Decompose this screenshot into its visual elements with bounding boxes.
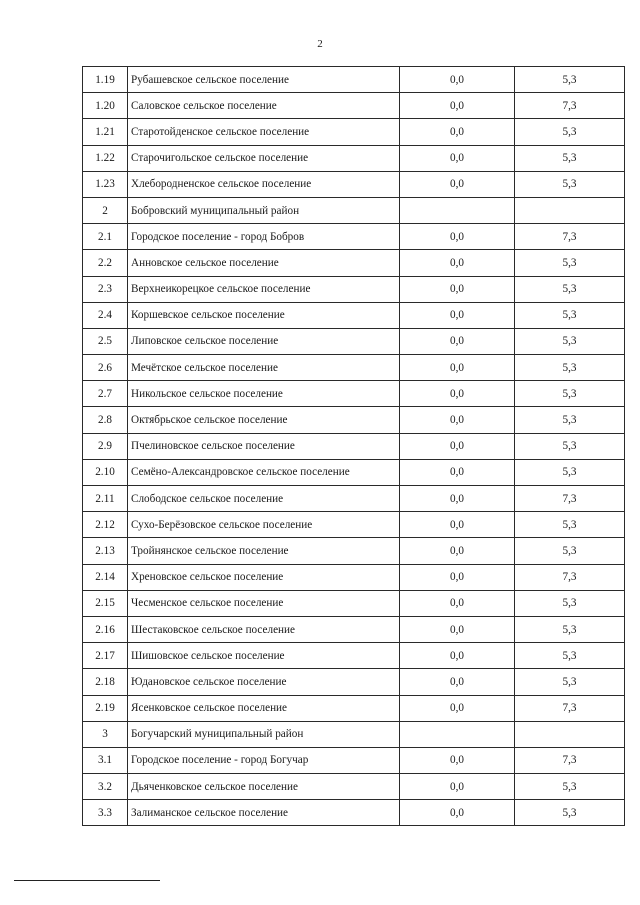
value-1-cell: 0,0: [400, 171, 515, 197]
value-1-cell: 0,0: [400, 119, 515, 145]
settlement-name-cell: Шишовское сельское поселение: [128, 643, 400, 669]
value-1-cell: 0,0: [400, 774, 515, 800]
value-2-cell: 5,3: [515, 276, 625, 302]
value-2-cell: 7,3: [515, 747, 625, 773]
value-2-cell: 5,3: [515, 643, 625, 669]
row-number-cell: 2.3: [83, 276, 128, 302]
row-number-cell: 2.1: [83, 224, 128, 250]
row-number-cell: 2.18: [83, 669, 128, 695]
value-2-cell: 7,3: [515, 93, 625, 119]
value-1-cell: [400, 197, 515, 223]
value-1-cell: 0,0: [400, 538, 515, 564]
row-number-cell: 1.21: [83, 119, 128, 145]
row-number-cell: 2.13: [83, 538, 128, 564]
settlement-name-cell: Пчелиновское сельское поселение: [128, 433, 400, 459]
value-1-cell: 0,0: [400, 224, 515, 250]
table-row: [83, 224, 625, 250]
settlement-name-cell: Дьяченковское сельское поселение: [128, 774, 400, 800]
table-row: [83, 250, 625, 276]
row-number-cell: 2.9: [83, 433, 128, 459]
value-2-cell: 5,3: [515, 119, 625, 145]
value-1-cell: 0,0: [400, 590, 515, 616]
settlement-name-cell: Ясенковское сельское поселение: [128, 695, 400, 721]
row-number-cell: 1.23: [83, 171, 128, 197]
row-number-cell: 1.19: [83, 67, 128, 93]
settlement-name-cell: Рубашевское сельское поселение: [128, 67, 400, 93]
settlement-name-cell: Старотойденское сельское поселение: [128, 119, 400, 145]
value-1-cell: 0,0: [400, 695, 515, 721]
row-number-cell: 2.16: [83, 616, 128, 642]
settlements-table: [82, 66, 625, 826]
value-2-cell: 5,3: [515, 145, 625, 171]
table-row: [83, 433, 625, 459]
value-1-cell: [400, 721, 515, 747]
row-number-cell: 2.14: [83, 564, 128, 590]
value-2-cell: 7,3: [515, 564, 625, 590]
row-number-cell: 3.1: [83, 747, 128, 773]
value-1-cell: 0,0: [400, 355, 515, 381]
settlement-name-cell: Семёно-Александровское сельское поселение: [128, 459, 400, 485]
table-row: [83, 800, 625, 826]
settlement-name-cell: Сухо-Берёзовское сельское поселение: [128, 512, 400, 538]
value-1-cell: 0,0: [400, 407, 515, 433]
value-1-cell: 0,0: [400, 433, 515, 459]
value-2-cell: 5,3: [515, 800, 625, 826]
value-1-cell: 0,0: [400, 669, 515, 695]
settlement-name-cell: Городское поселение - город Бобров: [128, 224, 400, 250]
value-1-cell: 0,0: [400, 381, 515, 407]
row-number-cell: 2.5: [83, 328, 128, 354]
settlement-name-cell: Шестаковское сельское поселение: [128, 616, 400, 642]
value-2-cell: 5,3: [515, 250, 625, 276]
row-number-cell: 2.8: [83, 407, 128, 433]
value-1-cell: 0,0: [400, 302, 515, 328]
settlement-name-cell: Мечётское сельское поселение: [128, 355, 400, 381]
row-number-cell: 2.17: [83, 643, 128, 669]
settlement-name-cell: Богучарский муниципальный район: [128, 721, 400, 747]
table-row: [83, 669, 625, 695]
settlement-name-cell: Тройнянское сельское поселение: [128, 538, 400, 564]
settlement-name-cell: Хреновское сельское поселение: [128, 564, 400, 590]
settlement-name-cell: Верхнеикорецкое сельское поселение: [128, 276, 400, 302]
row-number-cell: 2.10: [83, 459, 128, 485]
settlement-name-cell: Городское поселение - город Богучар: [128, 747, 400, 773]
value-1-cell: 0,0: [400, 250, 515, 276]
settlement-name-cell: Чесменское сельское поселение: [128, 590, 400, 616]
row-number-cell: 2.19: [83, 695, 128, 721]
settlement-name-cell: Хлебородненское сельское поселение: [128, 171, 400, 197]
table-row: [83, 381, 625, 407]
settlement-name-cell: Октябрьское сельское поселение: [128, 407, 400, 433]
value-2-cell: 7,3: [515, 224, 625, 250]
value-2-cell: 5,3: [515, 355, 625, 381]
value-2-cell: 5,3: [515, 616, 625, 642]
value-2-cell: [515, 721, 625, 747]
table-row: [83, 328, 625, 354]
value-2-cell: 5,3: [515, 381, 625, 407]
row-number-cell: 3: [83, 721, 128, 747]
settlement-name-cell: Коршевское сельское поселение: [128, 302, 400, 328]
page-number: 2: [317, 38, 323, 50]
value-2-cell: 7,3: [515, 486, 625, 512]
value-1-cell: 0,0: [400, 643, 515, 669]
table-row: [83, 538, 625, 564]
value-1-cell: 0,0: [400, 459, 515, 485]
value-2-cell: 5,3: [515, 433, 625, 459]
value-2-cell: 5,3: [515, 590, 625, 616]
row-number-cell: 2.7: [83, 381, 128, 407]
table-row: [83, 119, 625, 145]
value-1-cell: 0,0: [400, 93, 515, 119]
table-row: [83, 774, 625, 800]
table-row: [83, 93, 625, 119]
table-row: [83, 721, 625, 747]
table-row: [83, 67, 625, 93]
row-number-cell: 1.22: [83, 145, 128, 171]
table-row: [83, 512, 625, 538]
table-row: [83, 145, 625, 171]
value-2-cell: 5,3: [515, 774, 625, 800]
table-row: [83, 695, 625, 721]
value-1-cell: 0,0: [400, 276, 515, 302]
value-2-cell: 5,3: [515, 669, 625, 695]
value-1-cell: 0,0: [400, 800, 515, 826]
value-2-cell: 7,3: [515, 695, 625, 721]
value-2-cell: 5,3: [515, 407, 625, 433]
row-number-cell: 2.11: [83, 486, 128, 512]
row-number-cell: 3.2: [83, 774, 128, 800]
table-row: [83, 302, 625, 328]
table-row: [83, 197, 625, 223]
settlement-name-cell: Никольское сельское поселение: [128, 381, 400, 407]
settlement-name-cell: Саловское сельское поселение: [128, 93, 400, 119]
row-number-cell: 2.12: [83, 512, 128, 538]
value-1-cell: 0,0: [400, 67, 515, 93]
value-1-cell: 0,0: [400, 328, 515, 354]
value-1-cell: 0,0: [400, 512, 515, 538]
row-number-cell: 3.3: [83, 800, 128, 826]
value-2-cell: 5,3: [515, 538, 625, 564]
table-row: [83, 564, 625, 590]
settlement-name-cell: Анновское сельское поселение: [128, 250, 400, 276]
table-row: [83, 616, 625, 642]
value-1-cell: 0,0: [400, 145, 515, 171]
table-row: [83, 459, 625, 485]
table-body: [83, 67, 625, 826]
settlement-name-cell: Слободское сельское поселение: [128, 486, 400, 512]
settlement-name-cell: Залиманское сельское поселение: [128, 800, 400, 826]
settlement-name-cell: Бобровский муниципальный район: [128, 197, 400, 223]
value-2-cell: 5,3: [515, 171, 625, 197]
value-1-cell: 0,0: [400, 486, 515, 512]
row-number-cell: 2.4: [83, 302, 128, 328]
footnote-rule: [14, 880, 160, 881]
value-2-cell: 5,3: [515, 302, 625, 328]
row-number-cell: 1.20: [83, 93, 128, 119]
value-2-cell: 5,3: [515, 459, 625, 485]
table-row: [83, 407, 625, 433]
value-2-cell: 5,3: [515, 328, 625, 354]
settlement-name-cell: Старочигольское сельское поселение: [128, 145, 400, 171]
table-row: [83, 171, 625, 197]
table-row: [83, 276, 625, 302]
table-row: [83, 355, 625, 381]
row-number-cell: 2: [83, 197, 128, 223]
table-row: [83, 486, 625, 512]
value-2-cell: [515, 197, 625, 223]
settlement-name-cell: Юдановское сельское поселение: [128, 669, 400, 695]
value-1-cell: 0,0: [400, 616, 515, 642]
table-row: [83, 643, 625, 669]
table-row: [83, 590, 625, 616]
row-number-cell: 2.2: [83, 250, 128, 276]
value-2-cell: 5,3: [515, 512, 625, 538]
row-number-cell: 2.6: [83, 355, 128, 381]
value-2-cell: 5,3: [515, 67, 625, 93]
row-number-cell: 2.15: [83, 590, 128, 616]
table-row: [83, 747, 625, 773]
value-1-cell: 0,0: [400, 564, 515, 590]
value-1-cell: 0,0: [400, 747, 515, 773]
settlement-name-cell: Липовское сельское поселение: [128, 328, 400, 354]
